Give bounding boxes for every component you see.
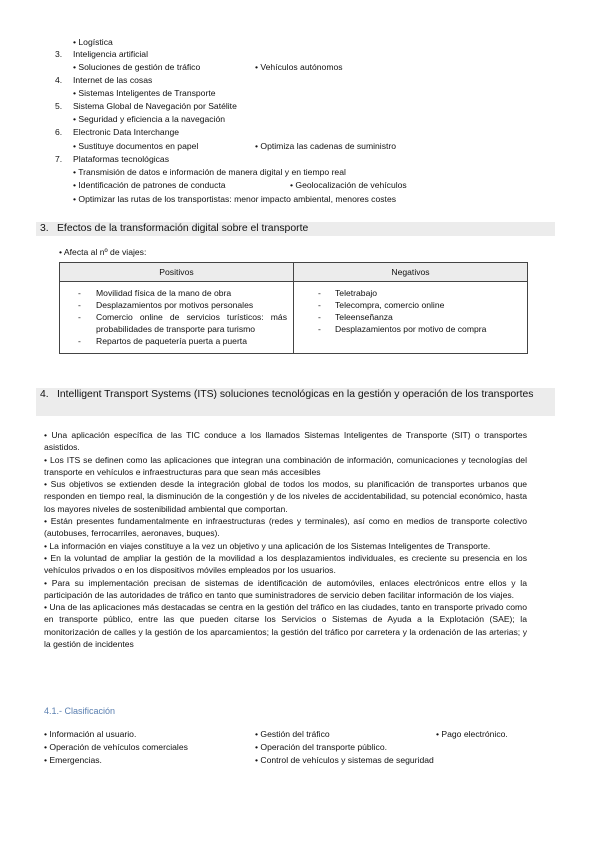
section-heading [36, 388, 555, 416]
classification-item: • Gestión del tráfico [255, 729, 330, 739]
classification-item: • Pago electrónico. [436, 729, 508, 739]
paragraph: • Sus objetivos se extienden desde la integración global de todos los modos, su planificación de transportes urbanos que responden en tiempo real, la disminución de la congestión y de los niveles de accidentabilidad, su potencial económico, hasta los mayores niveles de sostenibilidad ambiental que comportan. [44, 479, 527, 514]
list-number: 3. [55, 49, 63, 59]
list-subitem: • Logística [73, 37, 113, 47]
list-item: - Teletrabajo [318, 288, 378, 298]
list-item: - Repartos de paquetería puerta a puerta [78, 336, 247, 346]
list-item-title: Electronic Data Interchange [73, 127, 180, 137]
list-item: - Desplazamientos por motivo de compra [318, 324, 487, 334]
table-caption: • Afecta al nº de viajes: [59, 247, 147, 257]
list-item: - Desplazamientos por motivos personales [78, 300, 254, 310]
list-subitem: • Transmisión de datos e información de manera digital y en tiempo real [73, 167, 346, 177]
list-number: 5. [55, 101, 63, 111]
list-subitem: • Optimizar las rutas de los transportistas: menor impacto ambiental, menores costes [73, 194, 397, 204]
section-number: 3. [40, 223, 49, 234]
classification-item: • Emergencias. [44, 755, 102, 765]
paragraph: • Una de las aplicaciones más destacadas se centra en la gestión del tráfico en las ciudades, tanto en transporte privado como en transporte público, entre las que pueden citarse los Servicios o Sistemas de Ayuda a la Explotación (SAE); la monitorización de calles y la gestión de los aparcamientos; la gestión del tráfico por carretera y la ordenación de las arterias; y la gestión de incidentes [44, 602, 527, 650]
list-subitem: • Vehículos autónomos [255, 62, 343, 72]
comparison-table [59, 262, 528, 354]
list-item: - Teleenseñanza [318, 312, 393, 322]
list-subitem: • Sustituye documentos en papel [73, 141, 199, 151]
section-title: Efectos de la transformación digital sobre el transporte [57, 223, 309, 234]
classification-item: • Información al usuario. [44, 729, 137, 739]
list-subitem: • Soluciones de gestión de tráfico [73, 62, 201, 72]
section-heading [36, 222, 555, 236]
classification-item: • Operación de vehículos comerciales [44, 742, 188, 752]
table-header: Positivos [60, 263, 294, 282]
paragraph: • Una aplicación específica de las TIC conduce a los llamados Sistemas Inteligentes de Transporte (SIT) o transportes asistidos. [44, 430, 527, 453]
its-paragraphs [44, 429, 527, 650]
list-item-title: Plataformas tecnológicas [73, 154, 170, 164]
list-number: 7. [55, 154, 63, 164]
list-item: - Comercio online de servicios turísticos: más probabilidades de transporte para turismo [78, 312, 287, 334]
list-item-title: Inteligencia artificial [73, 49, 148, 59]
negative-effects-cell [294, 282, 528, 354]
paragraph: • Los ITS se definen como las aplicaciones que integran una combinación de información, comunicaciones y tecnologías del transporte en vehículos e infraestructuras para que sean más accesibles [44, 454, 527, 477]
list-item: - Telecompra, comercio online [318, 300, 445, 310]
paragraph: • Para su implementación precisan de sistemas de identificación de automóviles, enlaces electrónicos entre ellos y la participación de las autoridades de tráfico en tanto que suministradores de servicio deben facilitar información de los viajes. [44, 577, 527, 600]
section-title: Intelligent Transport Systems (ITS) soluciones tecnológicas en la gestión y operación de los transportes [57, 389, 534, 400]
classification-item: • Control de vehículos y sistemas de seguridad [255, 755, 434, 765]
list-subitem: • Optimiza las cadenas de suministro [255, 141, 397, 151]
paragraph: • En la voluntad de ampliar la gestión de la movilidad a los desplazamientos individuales, es creciente su presencia en los vehículos privados o en los dispositivos móviles empleados por los usuarios. [44, 552, 527, 576]
subsection-title: 4.1.- Clasificación [44, 706, 116, 716]
positive-effects-cell [60, 282, 294, 354]
list-subitem: • Sistemas Inteligentes de Transporte [73, 88, 216, 98]
classification-item: • Operación del transporte público. [255, 742, 387, 752]
list-item-title: Internet de las cosas [73, 75, 153, 85]
list-item-title: Sistema Global de Navegación por Satélite [73, 101, 237, 111]
list-item: - Movilidad física de la mano de obra [78, 288, 232, 298]
list-number: 6. [55, 127, 63, 137]
paragraph: • Están presentes fundamentalmente en infraestructuras (redes y terminales), así como en medios de transporte colectivo (autobuses, ferrocarriles, aeronaves, buques). [44, 516, 527, 539]
paragraph: • La información en viajes constituye a la vez un objetivo y una aplicación de los Sistemas Inteligentes de Transporte. [44, 540, 491, 551]
section-number: 4. [40, 389, 49, 400]
list-number: 4. [55, 75, 63, 85]
list-subitem: • Geolocalización de vehículos [290, 180, 407, 190]
table-header: Negativos [294, 263, 528, 282]
list-subitem: • Seguridad y eficiencia a la navegación [73, 114, 226, 124]
list-subitem: • Identificación de patrones de conducta [73, 180, 226, 190]
